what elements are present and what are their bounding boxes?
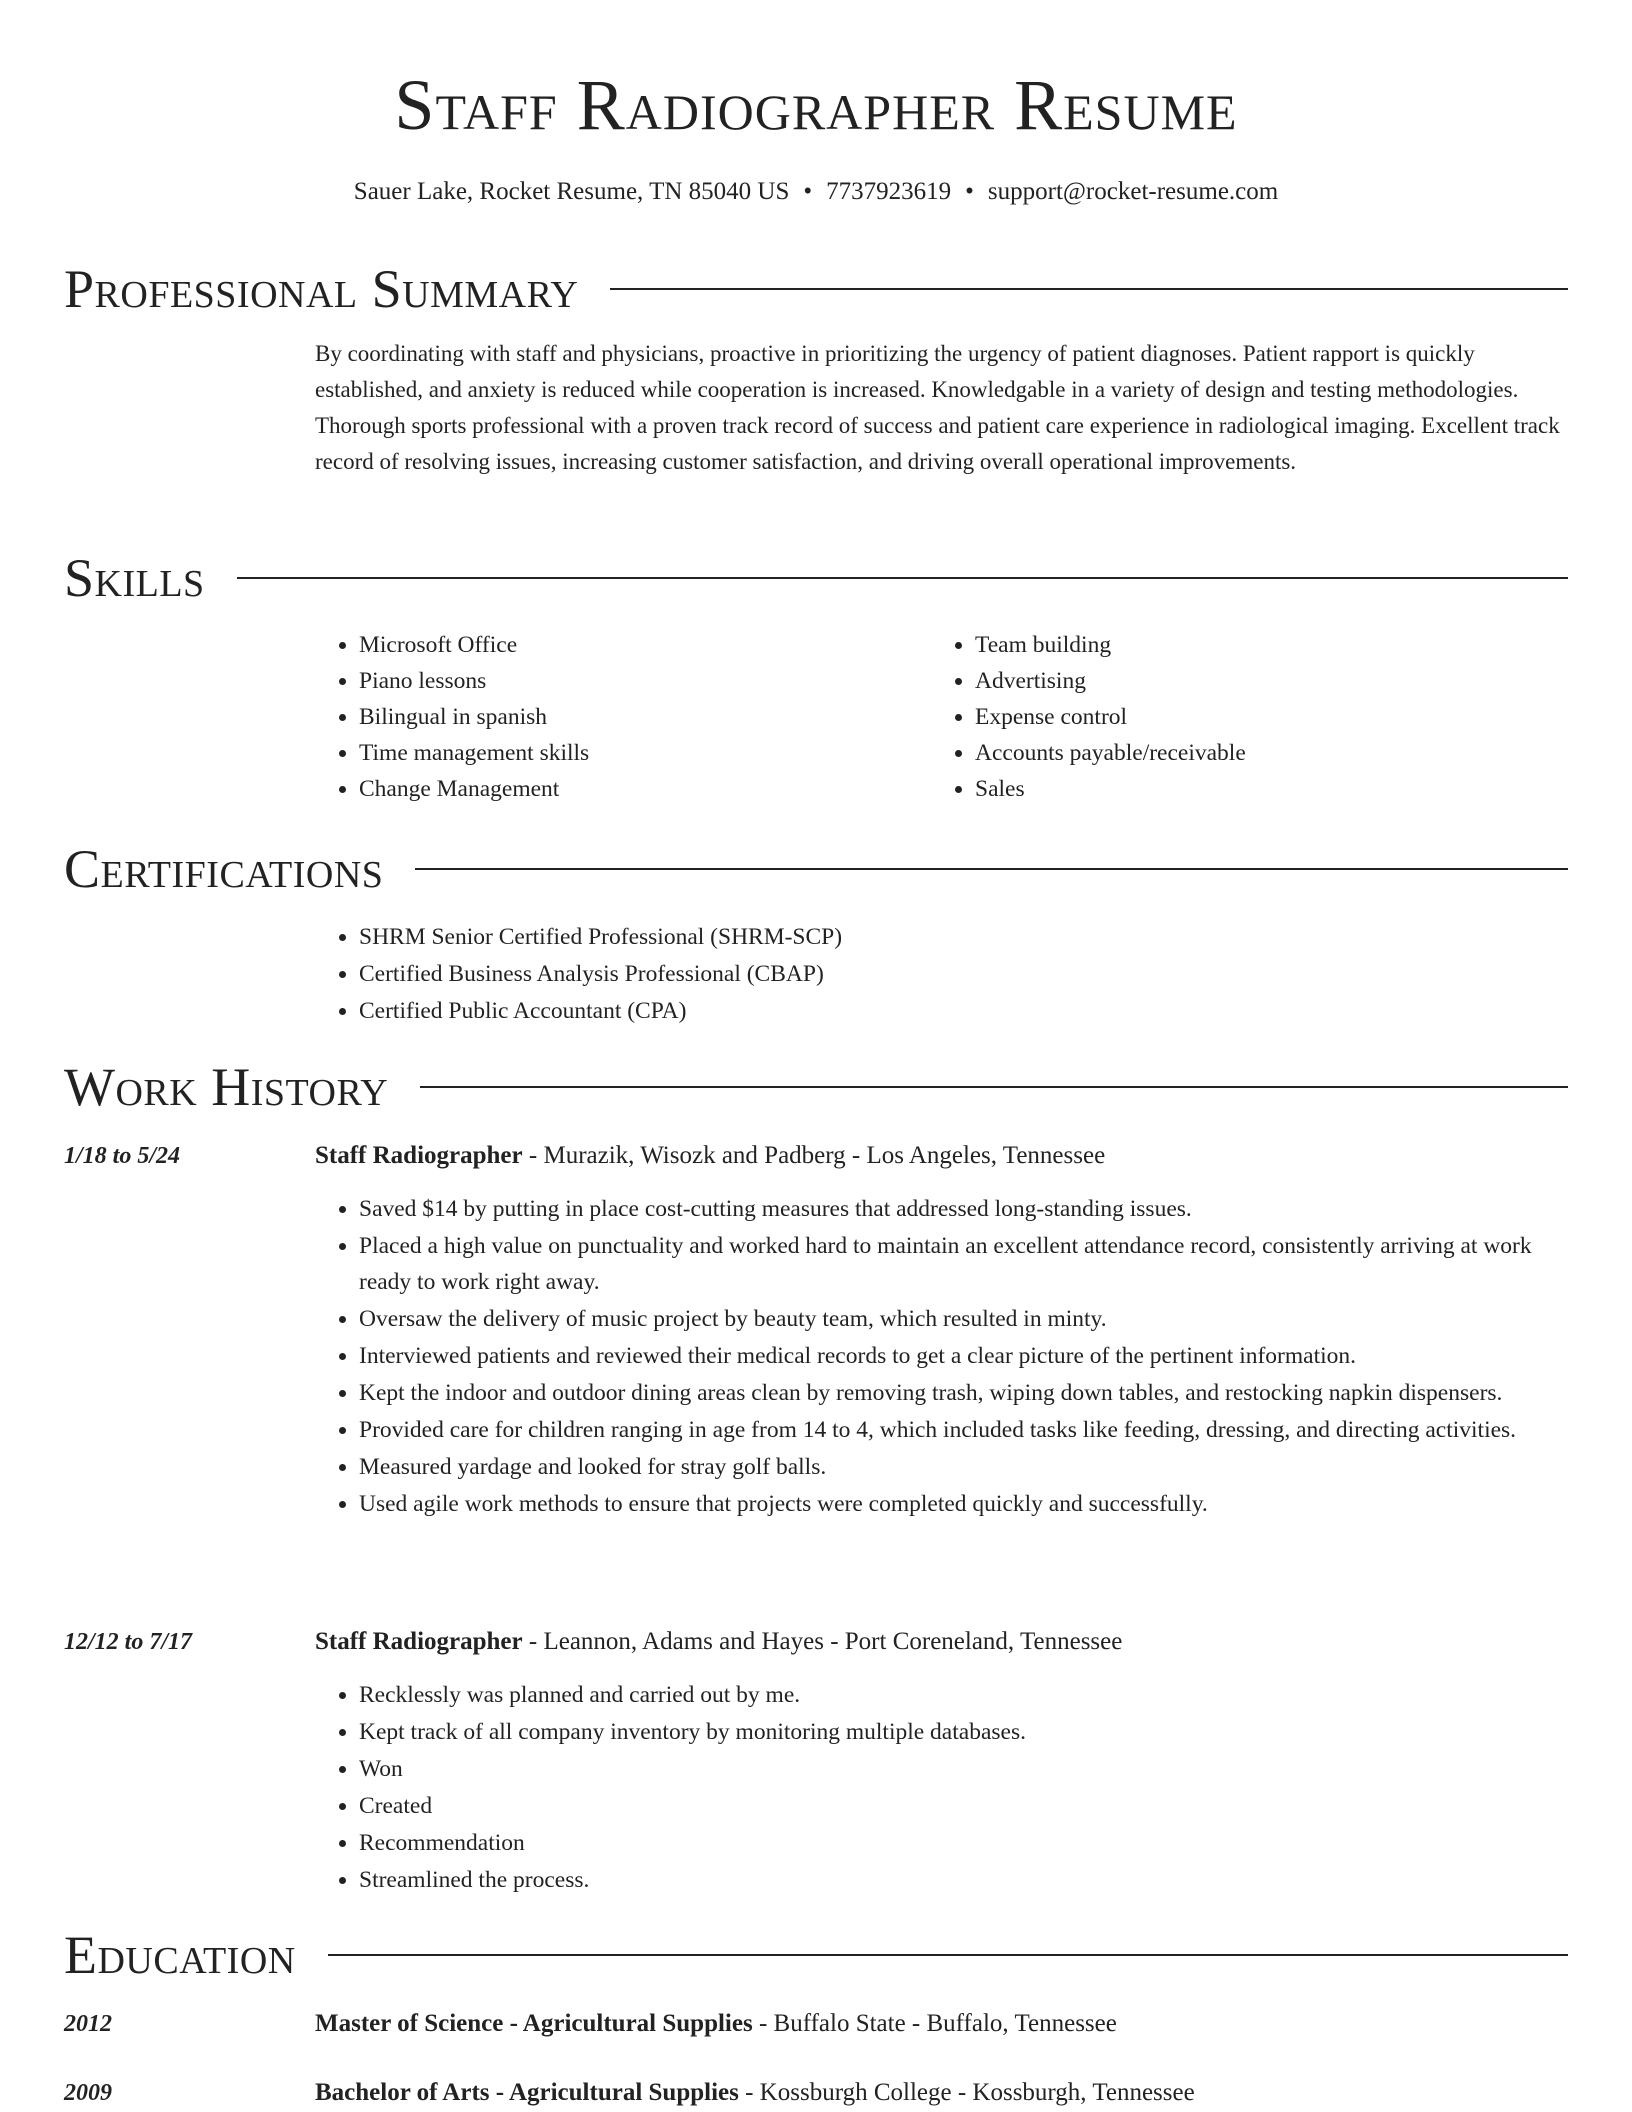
job-bullet: • Created (359, 1788, 1568, 1824)
job-bullet: • Placed a high value on punctuality and worked hard to maintain an excellent attendance record, consistently arriving at work ready to work right away. (359, 1228, 1568, 1300)
section-skills (64, 543, 1568, 613)
certification-item: • Certified Business Analysis Professional (CBAP) (359, 956, 1568, 992)
job-details: - Leannon, Adams and Hayes - Port Coreneland, Tennessee (522, 1628, 1123, 1655)
skill-item: • Sales (975, 771, 1531, 807)
skill-item: • Expense control (975, 699, 1531, 735)
resume-title: Staff Radiographer Resume (394, 65, 1238, 145)
section-work-history (64, 1052, 1568, 1122)
certification-item: • Certified Public Accountant (CPA) (359, 993, 1568, 1029)
section-certifications (64, 834, 1568, 904)
job-bullet: • Streamlined the process. (359, 1862, 1568, 1898)
section-heading: Work History (64, 1057, 389, 1117)
skill-item: • Advertising (975, 663, 1531, 699)
contact-email[interactable]: support@rocket-resume.com (987, 178, 1279, 205)
section-heading: Professional Summary (64, 259, 579, 319)
section-divider (415, 868, 1568, 870)
skill-item: • Bilingual in spanish (359, 699, 915, 735)
education-year: 2009 (64, 2080, 112, 2106)
summary-text: By coordinating with staff and physicians, proactive in prioritizing the urgency of patient diagnoses. Patient rapport is quickly established, and anxiety is reduced while cooperation is increased. Knowledgable in a variety of design and testing methodologies. Thorough sports professional with a proven track record of success and patient care experience in radiological imaging. Excellent track record of resolving issues, increasing customer satisfaction, and driving overall operational improvements. (315, 341, 1560, 474)
job-bullet: • Used agile work methods to ensure that projects were completed quickly and successfully. (359, 1486, 1568, 1522)
job-bullet: • Recklessly was planned and carried out by me. (359, 1677, 1568, 1713)
contact-separator: • (965, 178, 974, 205)
section-heading: Education (64, 1925, 296, 1985)
job-bullet: • Kept track of all company inventory by monitoring multiple databases. (359, 1714, 1568, 1750)
section-heading: Skills (64, 548, 205, 608)
skill-item: • Time management skills (359, 735, 915, 771)
skill-item: • Accounts payable/receivable (975, 735, 1531, 771)
skill-item: • Piano lessons (359, 663, 915, 699)
job-bullet: • Oversaw the delivery of music project by beauty team, which resulted in minty. (359, 1301, 1568, 1337)
section-education (64, 1920, 1568, 1990)
education-degree: Master of Science - Agricultural Supplies (315, 2010, 753, 2037)
skill-item: • Microsoft Office (359, 627, 915, 663)
skill-item: • Team building (975, 627, 1531, 663)
education-heading (315, 2006, 1568, 2042)
section-professional-summary (64, 254, 1568, 324)
job-details: - Murazik, Wisozk and Padberg - Los Angeles, Tennessee (522, 1142, 1106, 1169)
job-bullet: • Provided care for children ranging in age from 14 to 4, which included tasks like feeding, dressing, and directing activities. (359, 1412, 1568, 1448)
job-dates: 1/18 to 5/24 (64, 1143, 181, 1169)
job-role: Staff Radiographer (315, 1142, 523, 1169)
contact-phone: 7737923619 (826, 178, 952, 205)
certifications-list (315, 919, 1568, 1030)
education-heading (315, 2075, 1568, 2111)
job-bullet: • Saved $14 by putting in place cost-cutting measures that addressed long-standing issues. (359, 1191, 1568, 1227)
education-year: 2012 (64, 2011, 112, 2037)
contact-separator: • (803, 178, 813, 205)
section-divider (610, 288, 1568, 290)
job-bullet: • Won (359, 1751, 1568, 1787)
job-bullet: • Interviewed patients and reviewed their medical records to get a clear picture of the pertinent information. (359, 1338, 1568, 1374)
education-details: - Kossburgh College - Kossburgh, Tennessee (738, 2079, 1195, 2106)
job-bullet: • Kept the indoor and outdoor dining areas clean by removing trash, wiping down tables, and restocking napkin dispensers. (359, 1375, 1568, 1411)
skills-list-right (931, 627, 1531, 807)
skills-list-left (315, 627, 915, 807)
contact-line (0, 172, 1632, 212)
certification-item: • SHRM Senior Certified Professional (SHRM-SCP) (359, 919, 1568, 955)
section-divider (420, 1086, 1568, 1088)
contact-address: Sauer Lake, Rocket Resume, TN 85040 US (353, 178, 790, 205)
job-bullets (315, 1677, 1568, 1899)
job-bullets (315, 1191, 1568, 1523)
job-dates: 12/12 to 7/17 (64, 1629, 193, 1655)
job-heading (315, 1138, 1568, 1174)
skill-item: • Change Management (359, 771, 915, 807)
job-role: Staff Radiographer (315, 1628, 523, 1655)
job-heading (315, 1624, 1568, 1660)
education-details: - Buffalo State - Buffalo, Tennessee (752, 2010, 1117, 2037)
section-divider (328, 1954, 1568, 1956)
job-bullet: • Recommendation (359, 1825, 1568, 1861)
job-bullet: • Measured yardage and looked for stray golf balls. (359, 1449, 1568, 1485)
section-divider (237, 577, 1568, 579)
education-degree: Bachelor of Arts - Agricultural Supplies (315, 2079, 739, 2106)
section-heading: Certifications (64, 839, 384, 899)
